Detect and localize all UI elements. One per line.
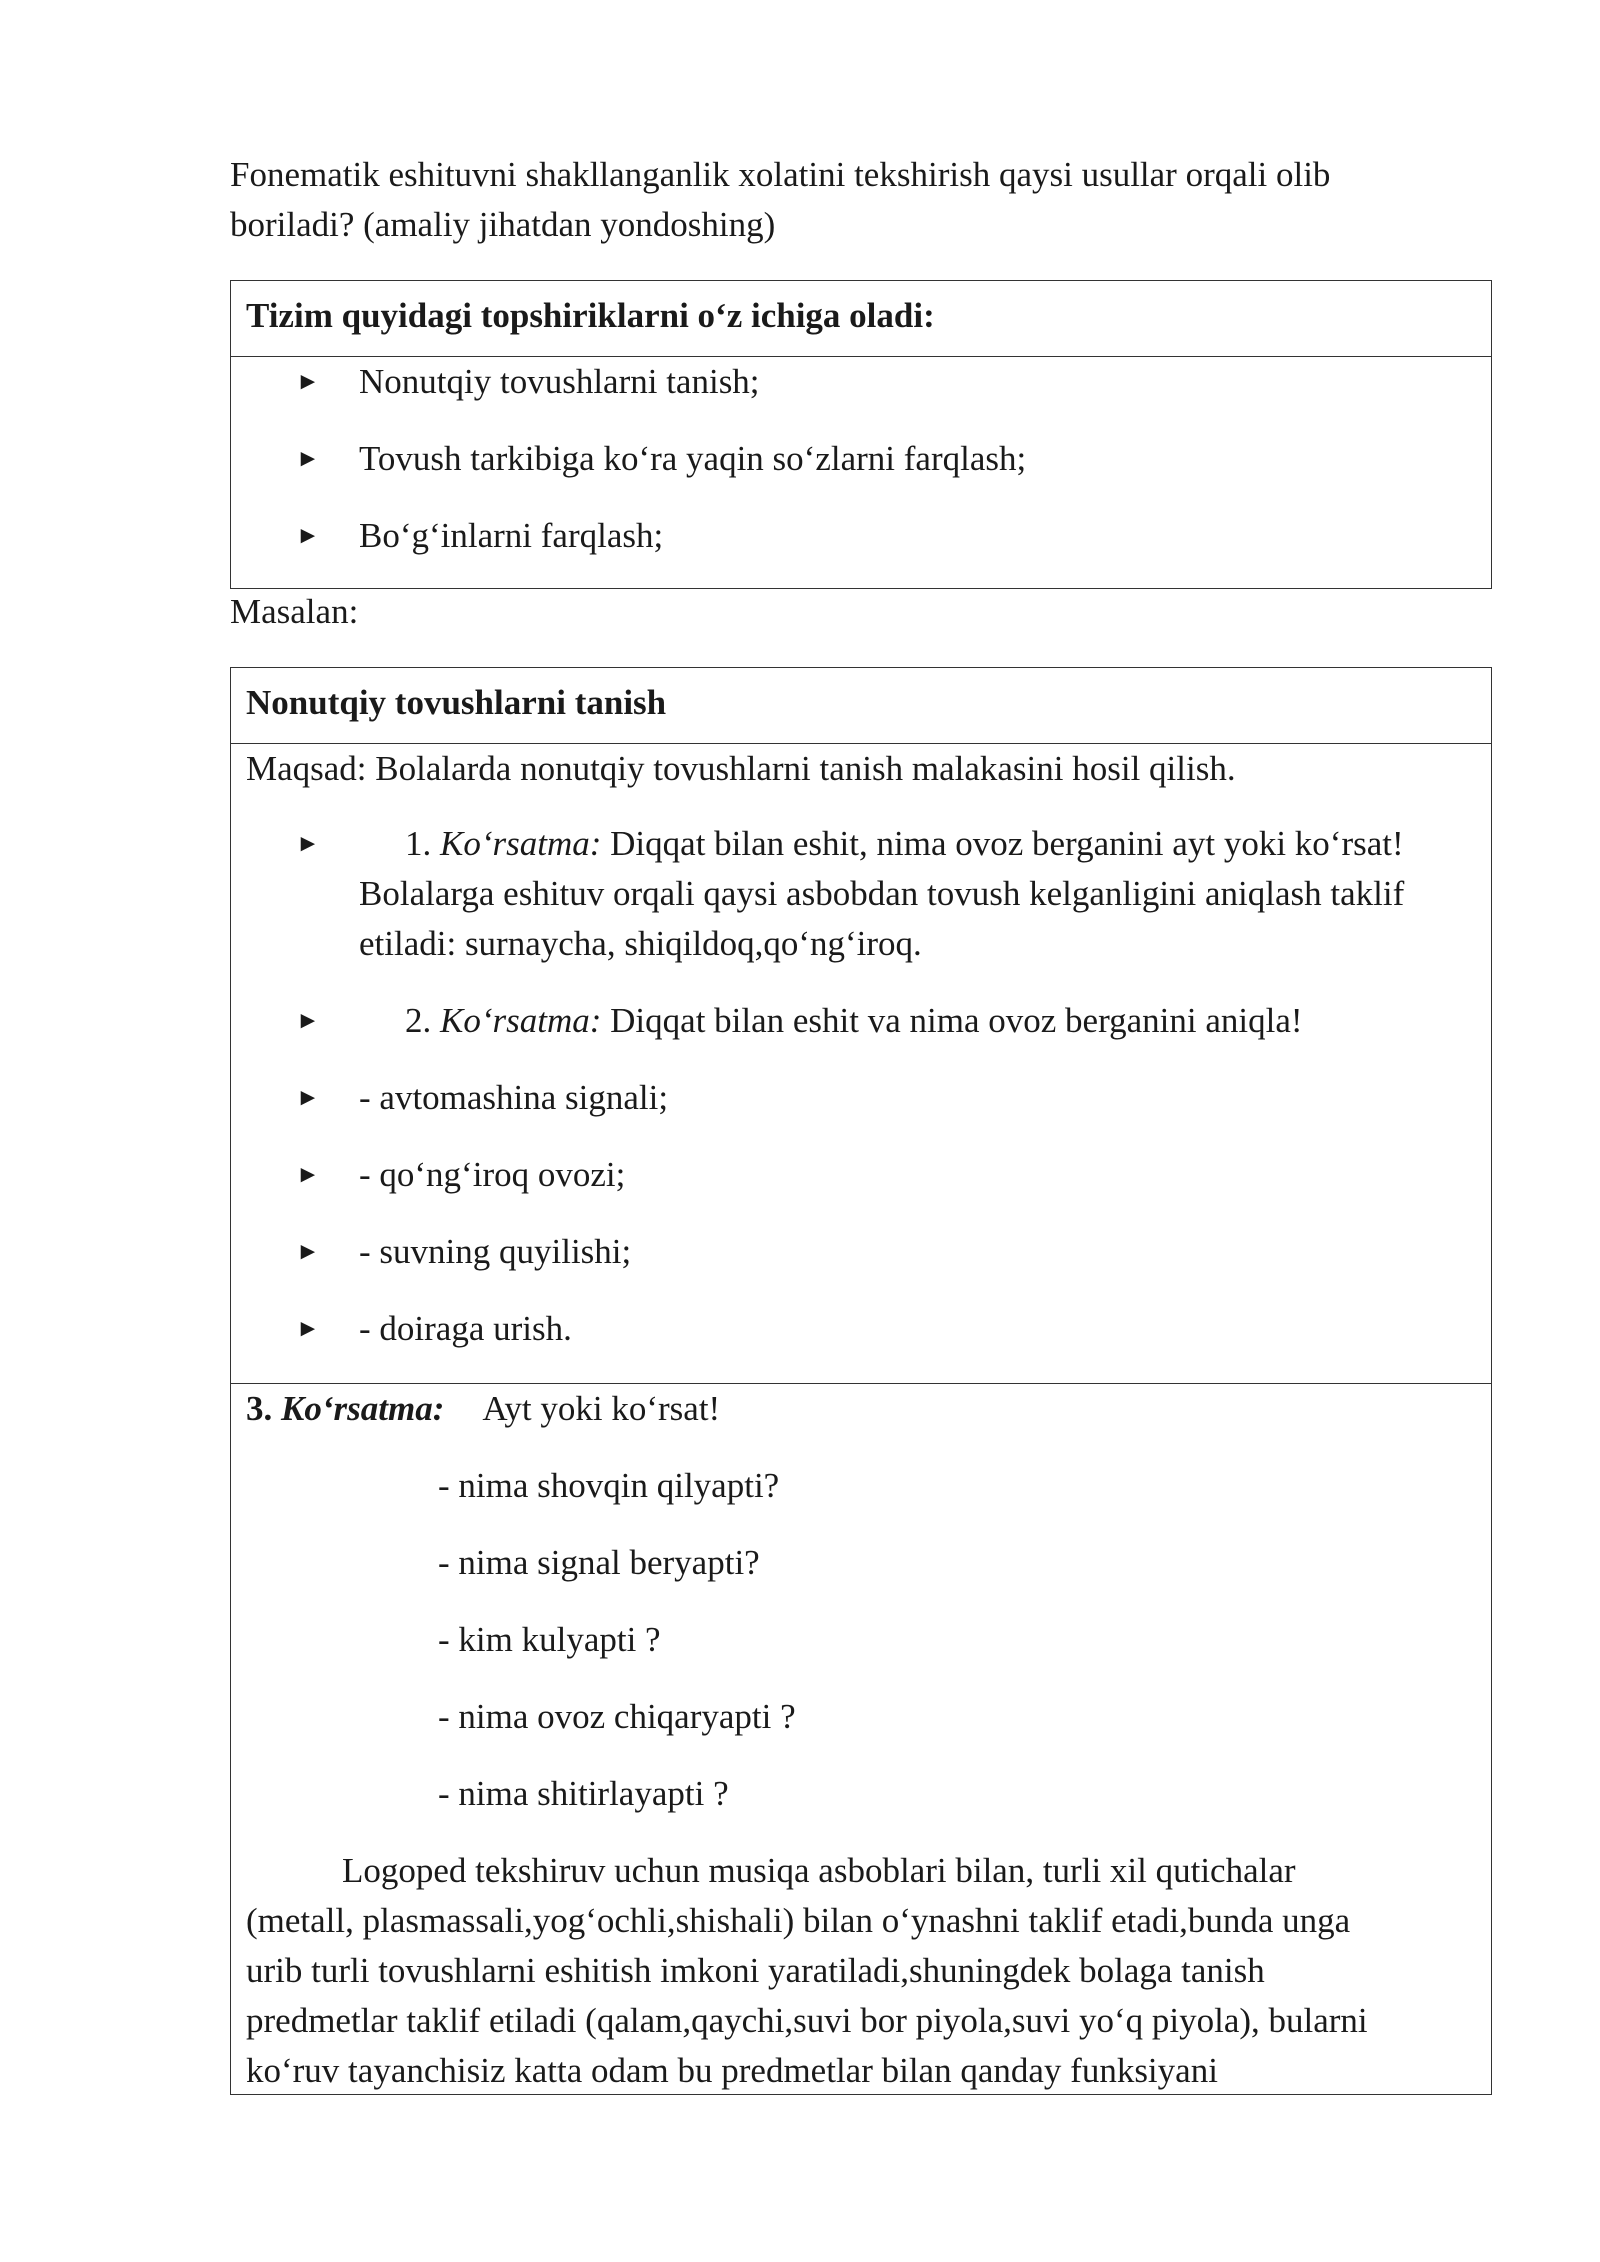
sound-item: - qo‘ng‘iroq ovozi; [359,1155,626,1194]
instruction-1-text-line-3: etiladi: surnaycha, shiqildoq,qo‘ng‘iroq. [359,924,922,963]
sound-item: - avtomashina signali; [359,1078,669,1117]
bullet-arrow-icon: ► [296,1316,320,1342]
question-item: - nima shovqin qilyapti? [438,1466,780,1505]
paragraph-line: predmetlar taklif etiladi (qalam,qaychi,suvi bor piyola,suvi yo‘q piyola), bularni [246,2001,1368,2040]
intro-question [230,150,1500,250]
question-item: - nima signal beryapti? [438,1543,760,1582]
paragraph-line: Logoped tekshiruv uchun musiqa asboblari bilan, turli xil qutichalar [342,1851,1296,1890]
list-item-text: Tovush tarkibiga ko‘ra yaqin so‘zlarni farqlash; [359,439,1027,478]
system-tasks-heading: Tizim quyidagi topshiriklarni o‘z ichiga oladi: [231,281,1491,357]
bullet-arrow-icon: ► [296,831,320,857]
list-item [246,434,1476,484]
bullet-arrow-icon: ► [296,446,320,472]
instruction-2-number: 2. [405,1001,432,1040]
system-tasks-box [230,280,1492,589]
instruction-2-label: Ko‘rsatma: [440,1001,602,1040]
intro-line-1: Fonematik eshituvni shakllanganlik xolatini tekshirish qaysi usullar orqali olib [230,155,1331,194]
paragraph-line: ko‘ruv tayanchisiz katta odam bu predmetlar bilan qanday funksiyani [246,2051,1218,2090]
instruction-1 [246,819,1476,969]
bullet-arrow-icon: ► [296,1239,320,1265]
list-item [246,1150,1476,1200]
logoped-paragraph [246,1846,1476,2096]
sound-item: - doiraga urish. [359,1309,572,1348]
bullet-arrow-icon: ► [296,1162,320,1188]
instruction-2-text: Diqqat bilan eshit va nima ovoz berganini aniqla! [601,1001,1303,1040]
paragraph-line: urib turli tovushlarni eshitish imkoni yaratiladi,shuningdek bolaga tanish [246,1951,1265,1990]
list-item [246,1304,1476,1354]
example-heading: Nonutqiy tovushlarni tanish [231,668,1491,744]
sound-item: - suvning quyilishi; [359,1232,632,1271]
instruction-1-label: Ko‘rsatma: [440,824,602,863]
example-label: Masalan: [230,592,359,631]
goal-text: Maqsad: Bolalarda nonutqiy tovushlarni tanish malakasini hosil qilish. [246,749,1236,788]
instruction-3-text: Ayt yoki ko‘rsat! [482,1389,721,1428]
bullet-arrow-icon: ► [296,369,320,395]
paragraph-line: (metall, plasmassali,yog‘ochli,shishali) bilan o‘ynashni taklif etadi,bunda unga [246,1901,1351,1940]
bullet-arrow-icon: ► [296,1008,320,1034]
intro-line-2: boriladi? (amaliy jihatdan yondoshing) [230,205,776,244]
bullet-arrow-icon: ► [296,1085,320,1111]
question-item: - kim kulyapti ? [438,1620,661,1659]
instruction-1-number: 1. [405,824,432,863]
instruction-3-heading [246,1384,1476,1434]
instruction-3-label: Ko‘rsatma: [281,1389,445,1428]
system-tasks-list [231,357,1491,561]
instruction-3-number: 3. [246,1389,273,1428]
instruction-1-text-line-2: Bolalarga eshituv orqali qaysi asbobdan tovush kelganligini aniqlash taklif [359,874,1405,913]
list-item-text: Bo‘g‘inlarni farqlash; [359,516,664,555]
bullet-arrow-icon: ► [296,523,320,549]
instructions-section [231,807,1491,1354]
list-item-text: Nonutqiy tovushlarni tanish; [359,362,760,401]
question-item: - nima ovoz chiqaryapti ? [438,1697,796,1736]
instruction-3-section [231,1383,1491,2096]
example-box [230,667,1492,2095]
question-list [246,1461,1476,1819]
instruction-1-text: Diqqat bilan eshit, nima ovoz berganini ayt yoki ko‘rsat! [601,824,1404,863]
list-item [246,357,1476,407]
question-item: - nima shitirlayapti ? [438,1774,729,1813]
list-item [246,1073,1476,1123]
list-item [246,511,1476,561]
list-item [246,1227,1476,1277]
instruction-2 [246,996,1476,1046]
